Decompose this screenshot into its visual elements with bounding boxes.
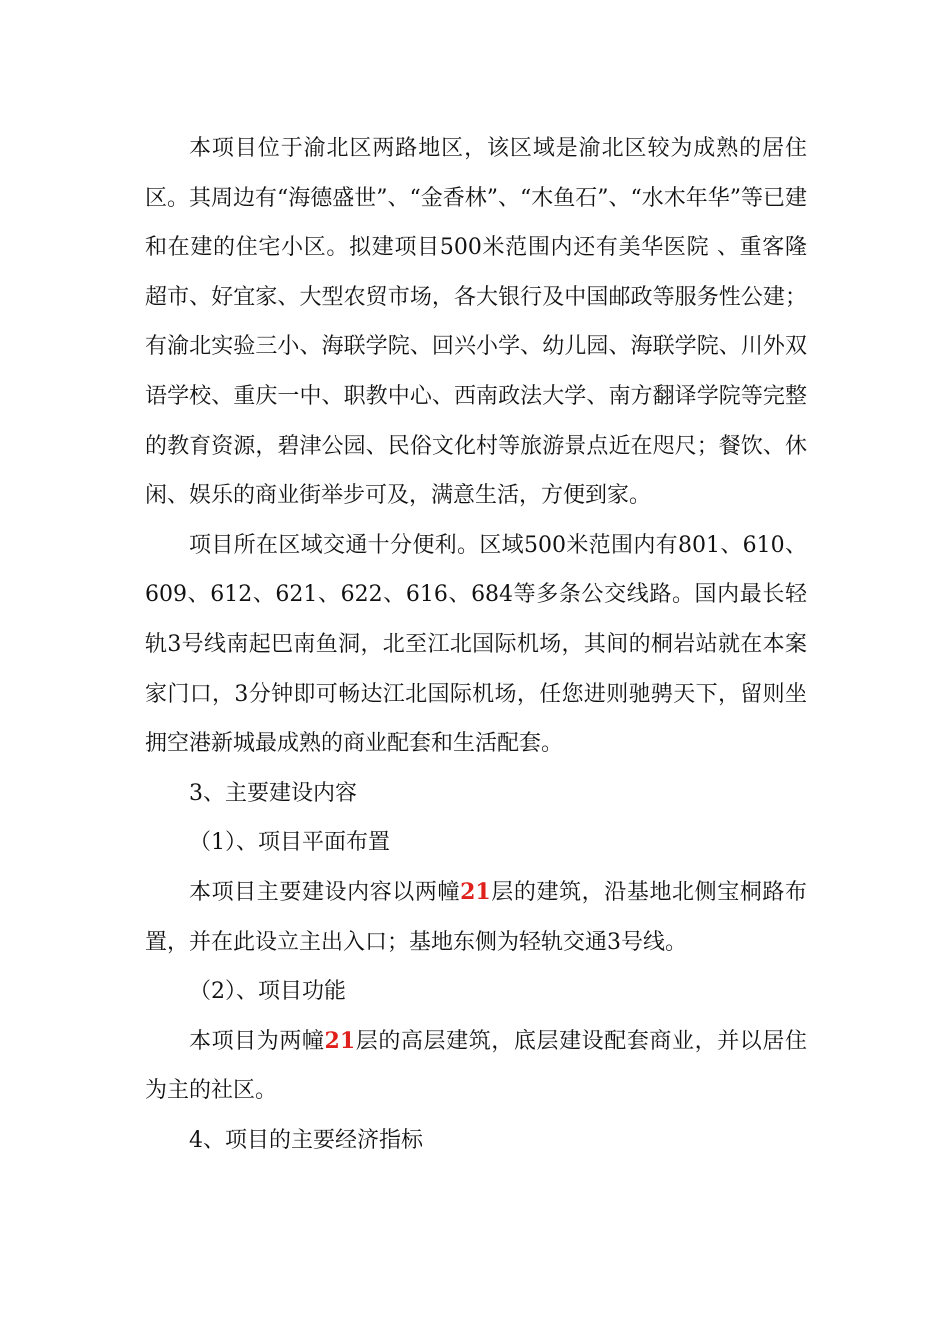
subheading-layout: （1）、项目平面布置 <box>189 830 390 856</box>
paragraph-function <box>145 1017 807 1116</box>
section-heading-construction: 3、主要建设内容 <box>189 780 357 806</box>
floor-count-highlight: 21 <box>460 878 491 905</box>
paragraph-layout-text-1: 本项目主要建设内容以两幢 <box>189 879 461 905</box>
section-heading-indicators: 4、项目的主要经济指标 <box>189 1127 423 1153</box>
paragraph-transport: 项目所在区域交通十分便利。区域500米范围内有801、610、609、612、621、622、616、684等多条公交线路。国内最长轻轨3号线南起巴南鱼洞，北至江北国际机场，其间的桐岩站就在本案家门口，3分钟即可畅达江北国际机场，任您进则驰骋天下，留则坐拥空港新城最成熟的商业配套和生活配套。 <box>145 532 807 757</box>
floor-count-highlight: 21 <box>324 1027 356 1054</box>
paragraph-layout-text-2: 层的建筑，沿基地北侧宝桐路布置，并在此设立主出入口；基地东侧为轻轨交通3号线。 <box>145 879 807 955</box>
document-body <box>145 124 807 1165</box>
paragraph-function-text-2: 层的高层建筑，底层建设配套商业，并以居住为主的社区。 <box>145 1028 807 1104</box>
paragraph-layout <box>145 868 807 967</box>
paragraph-function-text-1: 本项目为两幢 <box>189 1028 325 1054</box>
paragraph-location: 本项目位于渝北区两路地区，该区域是渝北区较为成熟的居住区。其周边有“海德盛世”、“金香林”、“木鱼石”、“水木年华”等已建和在建的住宅小区。拟建项目500米范围内还有美华医院 、重客隆超市、好宜家、大型农贸市场，各大银行及中国邮政等服务性公建；有渝北实验三小、海联学院、回兴小学、幼儿园、海联学院、川外双语学校、重庆一中、职教中心、西南政法大学、南方翻译学院等完整的教育资源，碧津公园、民俗文化村等旅游景点近在咫尺；餐饮、休闲、娱乐的商业街举步可及，满意生活，方便到家。 <box>145 136 807 509</box>
subheading-function: （2）、项目功能 <box>189 979 346 1005</box>
